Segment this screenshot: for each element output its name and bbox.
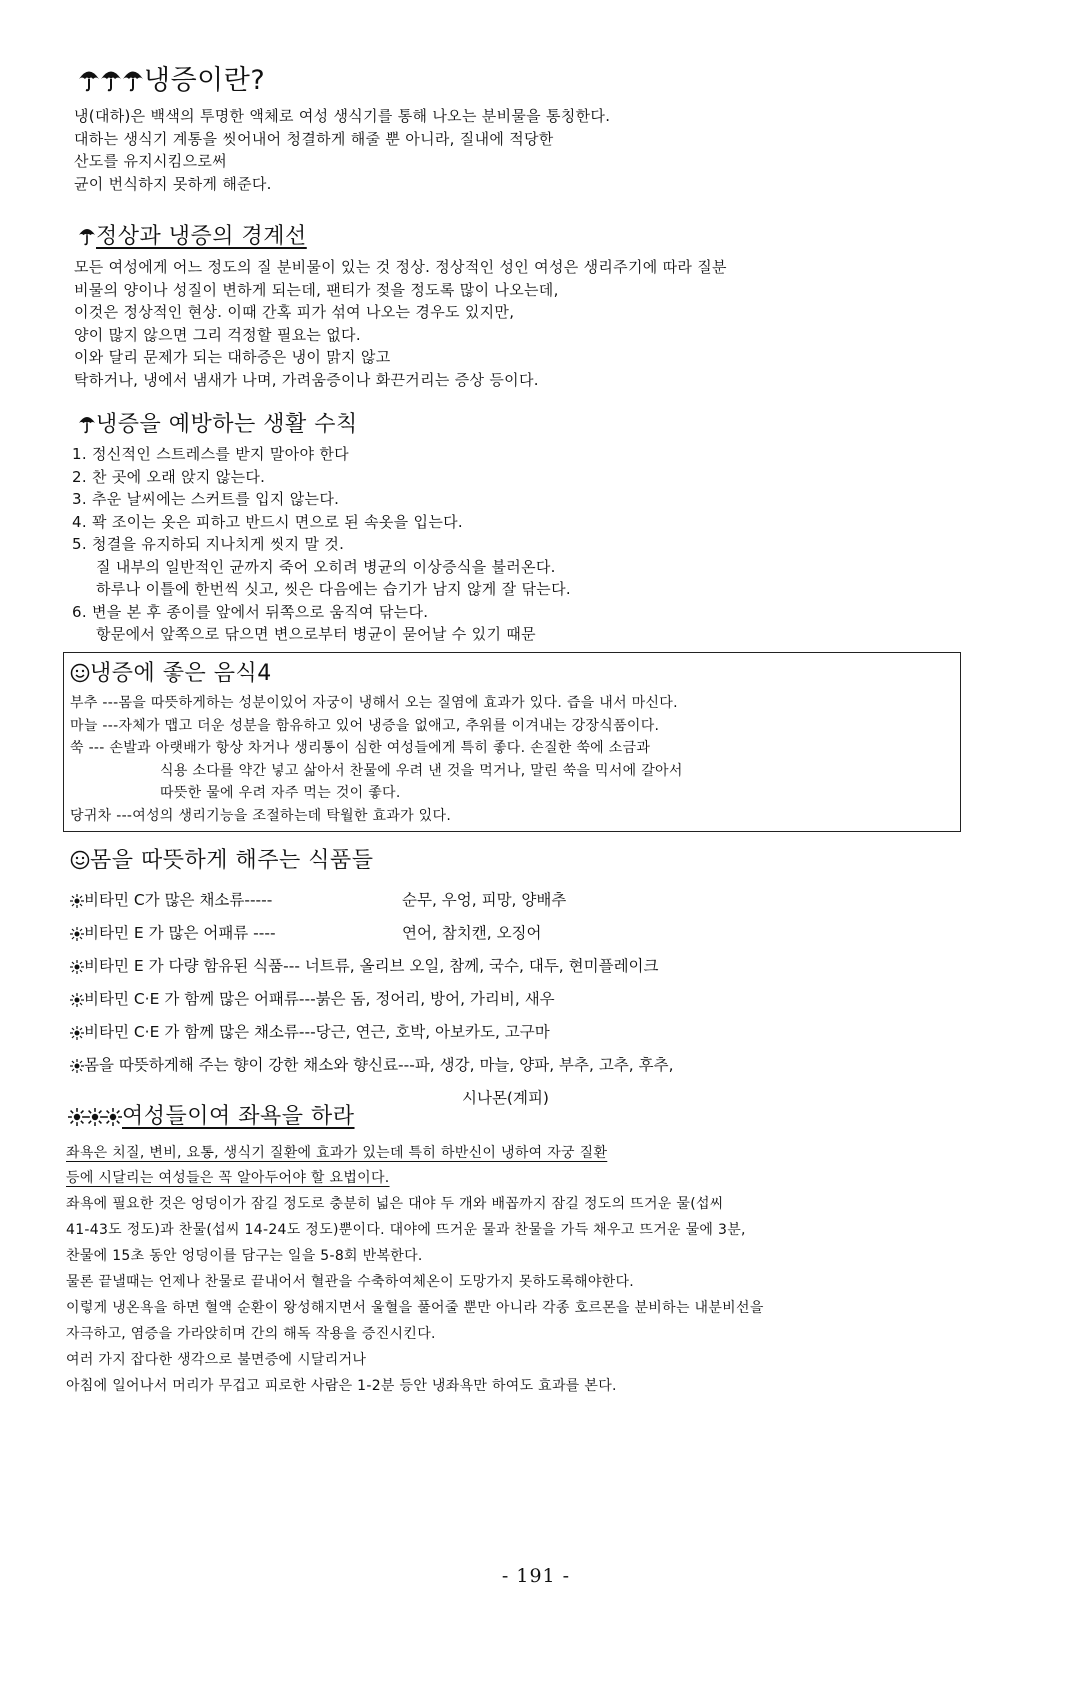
smiley-icon — [70, 662, 90, 692]
good-foods-box — [63, 652, 961, 832]
sun-icon — [70, 1053, 84, 1083]
list-item: 1. 정신적인 스트레스를 받지 말아야 한다 — [72, 445, 349, 463]
sun-icon — [70, 954, 84, 984]
food-entry: 당귀차 ---여성의 생리기능을 조절하는데 탁월한 효과가 있다. — [70, 807, 452, 824]
list-item: 3. 추운 날씨에는 스커트를 입지 않는다. — [72, 490, 340, 508]
intro-line: 등에 시달리는 여성들은 꼭 알아두어야 할 요법이다. — [66, 1170, 390, 1186]
section-heading — [78, 64, 1072, 101]
section-title: 냉증을 예방하는 생활 수칙 — [96, 412, 358, 437]
sun-icon — [104, 1105, 122, 1135]
section-title: 여성들이여 좌욕을 하라 — [122, 1104, 355, 1129]
page-number: - 191 - — [501, 1565, 571, 1587]
text-line: 자극하고, 염증을 가라앉히며 간의 해독 작용을 증진시킨다. — [66, 1326, 436, 1342]
food-entry: 쑥 --- 손발과 아랫배가 항상 차거나 생리통이 심한 여성들에게 특히 좋다. 손질한 쑥에 소금과 — [70, 740, 651, 756]
list-item-detail: 항문에서 앞쪽으로 닦으면 변으로부터 병균이 묻어날 수 있기 때문 — [96, 625, 536, 643]
umbrella-icon — [122, 67, 144, 101]
food-names: 연어, 참치캔, 오징어 — [402, 924, 542, 942]
section-heading — [68, 1102, 1072, 1135]
food-category: 비타민 C·E 가 함께 많은 어패류---붉은 돔, 정어리, 방어, 가리비, 새우 — [84, 990, 555, 1008]
section-warming-foods — [0, 846, 1072, 1113]
sun-icon — [70, 1020, 84, 1050]
food-entry: 부추 ---몸을 따뜻하게하는 성분이있어 자궁이 냉해서 오는 질염에 효과가 있다. 즙을 내서 마신다. — [70, 695, 678, 711]
list-item-detail: 질 내부의 일반적인 균까지 죽어 오히려 병균의 이상증식을 불러온다. — [96, 557, 556, 576]
section-what-is-cold-syndrome — [0, 64, 1072, 195]
intro-line: 좌욕은 치질, 변비, 요통, 생식기 질환에 효과가 있는데 특히 하반신이 냉하여 자궁 질환 — [66, 1145, 608, 1161]
food-category: 비타민 C가 많은 채소류----- — [84, 891, 273, 909]
food-list-item — [70, 885, 1072, 918]
sun-icon — [86, 1105, 104, 1135]
text-line: 이것은 정상적인 현상. 이때 간혹 피가 섞여 나오는 경우도 있지만, — [74, 303, 515, 321]
section-heading — [70, 846, 1072, 879]
list-item: 2. 찬 곳에 오래 앉지 않는다. — [72, 467, 266, 486]
section-title: 정상과 냉증의 경계선 — [96, 224, 307, 249]
food-category: 비타민 E 가 다량 함유된 식품--- 너트류, 올리브 오일, 참께, 국수, 대두, 현미플레이크 — [84, 957, 659, 975]
section-heading — [70, 659, 954, 692]
umbrella-icon — [78, 225, 96, 255]
section-title: 냉증이란? — [144, 65, 266, 96]
food-list-item — [70, 951, 1072, 984]
food-category: 비타민 C·E 가 함께 많은 채소류---당근, 연근, 호박, 아보카도, 고구마 — [84, 1023, 550, 1041]
section-title: 몸을 따뜻하게 해주는 식품들 — [90, 848, 374, 873]
text-line: 41-43도 정도)과 찬물(섭씨 14-24도 정도)뿐이다. 대야에 뜨거운 물과 찬물을 가득 채우고 뜨거운 물에 3분, — [66, 1222, 746, 1238]
section-sitz-bath — [0, 1102, 1072, 1399]
text-line: 탁하거나, 냉에서 냄새가 나며, 가려움증이나 화끈거리는 증상 등이다. — [74, 370, 539, 389]
sun-icon — [70, 888, 84, 918]
sun-icon — [70, 921, 84, 951]
list-item: 4. 꽉 조이는 옷은 피하고 반드시 면으로 된 속옷을 입는다. — [72, 512, 463, 531]
text-line: 찬물에 15초 동안 엉덩이를 담구는 일을 5-8회 반복한다. — [66, 1248, 423, 1264]
text-line: 양이 많지 않으면 그리 걱정할 필요는 없다. — [74, 325, 361, 344]
food-list-continuation: 시나몬(계피) — [462, 1089, 549, 1107]
food-entry: 마늘 ---자체가 맵고 더운 성분을 함유하고 있어 냉증을 없애고, 추위를 이겨내는 강장식품이다. — [70, 717, 660, 734]
food-category: 비타민 E 가 많은 어패류 ---- — [84, 924, 276, 942]
list-item-detail: 하루나 이틀에 한번씩 싯고, 씻은 다음에는 습기가 남지 않게 잘 닦는다. — [96, 580, 571, 598]
section-normal-vs-cold — [0, 222, 1072, 391]
food-list-item — [70, 918, 1072, 951]
umbrella-icon — [100, 67, 122, 101]
sun-icon — [70, 987, 84, 1017]
text-line: 비물의 양이나 성질이 변하게 되는데, 팬티가 젖을 정도록 많이 나오는데, — [74, 280, 559, 299]
food-list-item — [70, 1050, 1072, 1083]
text-line: 균이 번식하지 못하게 해준다. — [74, 174, 272, 193]
food-names: 순무, 우엉, 피망, 양배추 — [402, 891, 567, 909]
section-prevention-rules — [0, 410, 1072, 646]
text-line: 모든 여성에게 어느 정도의 질 분비물이 있는 것 정상. 정상적인 성인 여성은 생리주기에 따라 질분 — [74, 258, 727, 276]
food-list-item — [70, 984, 1072, 1017]
section-heading — [78, 410, 1072, 443]
umbrella-icon — [78, 413, 96, 443]
food-entry-detail: 식용 소다를 약간 넣고 삶아서 찬물에 우려 낸 것을 먹거나, 말린 쑥을 믹서에 갈아서 — [160, 762, 683, 779]
section-title: 냉증에 좋은 음식4 — [90, 661, 272, 686]
text-line: 물론 끝낼때는 언제나 찬물로 끝내어서 혈관을 수축하여체온이 도망가지 못하도록해야한다. — [66, 1274, 635, 1290]
text-line: 아침에 일어나서 머리가 무겁고 피로한 사람은 1-2분 등안 냉좌욕만 하여도 효과를 본다. — [66, 1378, 617, 1394]
food-entry-detail: 따뜻한 물에 우려 자주 먹는 것이 좋다. — [160, 785, 401, 801]
text-line: 이렇게 냉온욕을 하면 혈액 순환이 왕성해지면서 울혈을 풀어줄 뿐만 아니라 각종 호르몬을 분비하는 내분비선을 — [66, 1300, 764, 1316]
food-list-item — [70, 1017, 1072, 1050]
section-heading — [78, 222, 1072, 255]
text-line: 냉(대하)은 백색의 투명한 액체로 여성 생식기를 통해 나오는 분비물을 통칭한다. — [74, 107, 611, 125]
umbrella-icon — [78, 67, 100, 101]
list-item: 5. 청결을 유지하되 지나치게 씻지 말 것. — [72, 535, 345, 553]
text-line: 산도를 유지시킴으로써 — [74, 152, 227, 170]
text-line: 대하는 생식기 계통을 씻어내어 청결하게 해줄 뿐 아니라, 질내에 적당한 — [74, 129, 554, 148]
list-item: 6. 변을 본 후 종이를 앞에서 뒤쪽으로 움직여 닦는다. — [72, 602, 429, 621]
food-category: 몸을 따뜻하게해 주는 향이 강한 채소와 향신료---파, 생강, 마늘, 양파, 부추, 고추, 후추, — [84, 1056, 674, 1074]
text-line: 여러 가지 잡다한 생각으로 불면증에 시달리거나 — [66, 1352, 367, 1368]
smiley-icon — [70, 849, 90, 879]
sun-icon — [68, 1105, 86, 1135]
text-line: 이와 달리 문제가 되는 대하증은 냉이 맑지 않고 — [74, 348, 391, 366]
text-line: 좌욕에 필요한 것은 엉덩이가 잠길 정도로 충분히 넓은 대야 두 개와 배꼽까지 잠길 정도의 뜨거운 물(섭씨 — [66, 1196, 724, 1212]
